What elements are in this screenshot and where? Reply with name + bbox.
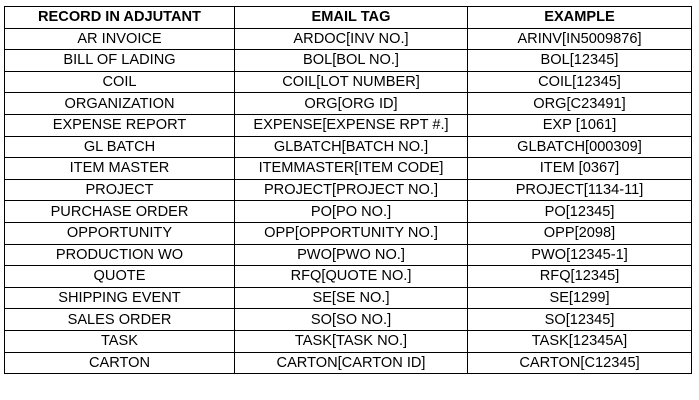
- email-tag-cell: BOL[BOL NO.]: [235, 50, 468, 72]
- table-row: [5, 28, 692, 50]
- example-cell: SO[12345]: [468, 309, 692, 331]
- table-row: [5, 50, 692, 72]
- record-cell: GL BATCH: [5, 136, 235, 158]
- record-cell: QUOTE: [5, 266, 235, 288]
- record-cell: COIL: [5, 71, 235, 93]
- email-tag-table: [4, 6, 692, 374]
- table-row: [5, 352, 692, 374]
- record-cell: PRODUCTION WO: [5, 244, 235, 266]
- email-tag-cell: COIL[LOT NUMBER]: [235, 71, 468, 93]
- example-cell: OPP[2098]: [468, 222, 692, 244]
- table-row: [5, 244, 692, 266]
- table-header-row: [5, 7, 692, 29]
- email-tag-cell: SE[SE NO.]: [235, 287, 468, 309]
- record-cell: PURCHASE ORDER: [5, 201, 235, 223]
- record-cell: SHIPPING EVENT: [5, 287, 235, 309]
- record-cell: ORGANIZATION: [5, 93, 235, 115]
- table-row: [5, 136, 692, 158]
- record-cell: PROJECT: [5, 179, 235, 201]
- email-tag-cell: ORG[ORG ID]: [235, 93, 468, 115]
- record-cell: BILL OF LADING: [5, 50, 235, 72]
- example-cell: BOL[12345]: [468, 50, 692, 72]
- example-cell: RFQ[12345]: [468, 266, 692, 288]
- record-cell: TASK: [5, 330, 235, 352]
- table-row: [5, 309, 692, 331]
- header-example: EXAMPLE: [468, 7, 692, 29]
- example-cell: EXP [1061]: [468, 114, 692, 136]
- table-row: [5, 266, 692, 288]
- example-cell: ARINV[IN5009876]: [468, 28, 692, 50]
- email-tag-cell: PROJECT[PROJECT NO.]: [235, 179, 468, 201]
- email-tag-cell: CARTON[CARTON ID]: [235, 352, 468, 374]
- table-row: [5, 71, 692, 93]
- email-tag-cell: ITEMMASTER[ITEM CODE]: [235, 158, 468, 180]
- example-cell: COIL[12345]: [468, 71, 692, 93]
- table-header: [5, 7, 692, 29]
- table-row: [5, 114, 692, 136]
- header-email-tag: EMAIL TAG: [235, 7, 468, 29]
- email-tag-cell: EXPENSE[EXPENSE RPT #.]: [235, 114, 468, 136]
- record-cell: CARTON: [5, 352, 235, 374]
- example-cell: SE[1299]: [468, 287, 692, 309]
- email-tag-cell: SO[SO NO.]: [235, 309, 468, 331]
- email-tag-cell: PWO[PWO NO.]: [235, 244, 468, 266]
- example-cell: CARTON[C12345]: [468, 352, 692, 374]
- table-row: [5, 201, 692, 223]
- example-cell: TASK[12345A]: [468, 330, 692, 352]
- table-row: [5, 158, 692, 180]
- example-cell: GLBATCH[000309]: [468, 136, 692, 158]
- record-cell: AR INVOICE: [5, 28, 235, 50]
- table-row: [5, 93, 692, 115]
- table-row: [5, 330, 692, 352]
- example-cell: ITEM [0367]: [468, 158, 692, 180]
- email-tag-cell: TASK[TASK NO.]: [235, 330, 468, 352]
- record-cell: ITEM MASTER: [5, 158, 235, 180]
- table-row: [5, 287, 692, 309]
- table-row: [5, 222, 692, 244]
- example-cell: PO[12345]: [468, 201, 692, 223]
- record-cell: SALES ORDER: [5, 309, 235, 331]
- email-tag-cell: OPP[OPPORTUNITY NO.]: [235, 222, 468, 244]
- record-cell: EXPENSE REPORT: [5, 114, 235, 136]
- table-row: [5, 179, 692, 201]
- header-record-in-adjutant: RECORD IN ADJUTANT: [5, 7, 235, 29]
- email-tag-cell: ARDOC[INV NO.]: [235, 28, 468, 50]
- example-cell: PROJECT[1134-11]: [468, 179, 692, 201]
- record-cell: OPPORTUNITY: [5, 222, 235, 244]
- email-tag-cell: RFQ[QUOTE NO.]: [235, 266, 468, 288]
- email-tag-cell: PO[PO NO.]: [235, 201, 468, 223]
- example-cell: ORG[C23491]: [468, 93, 692, 115]
- email-tag-cell: GLBATCH[BATCH NO.]: [235, 136, 468, 158]
- table-body: [5, 28, 692, 374]
- example-cell: PWO[12345-1]: [468, 244, 692, 266]
